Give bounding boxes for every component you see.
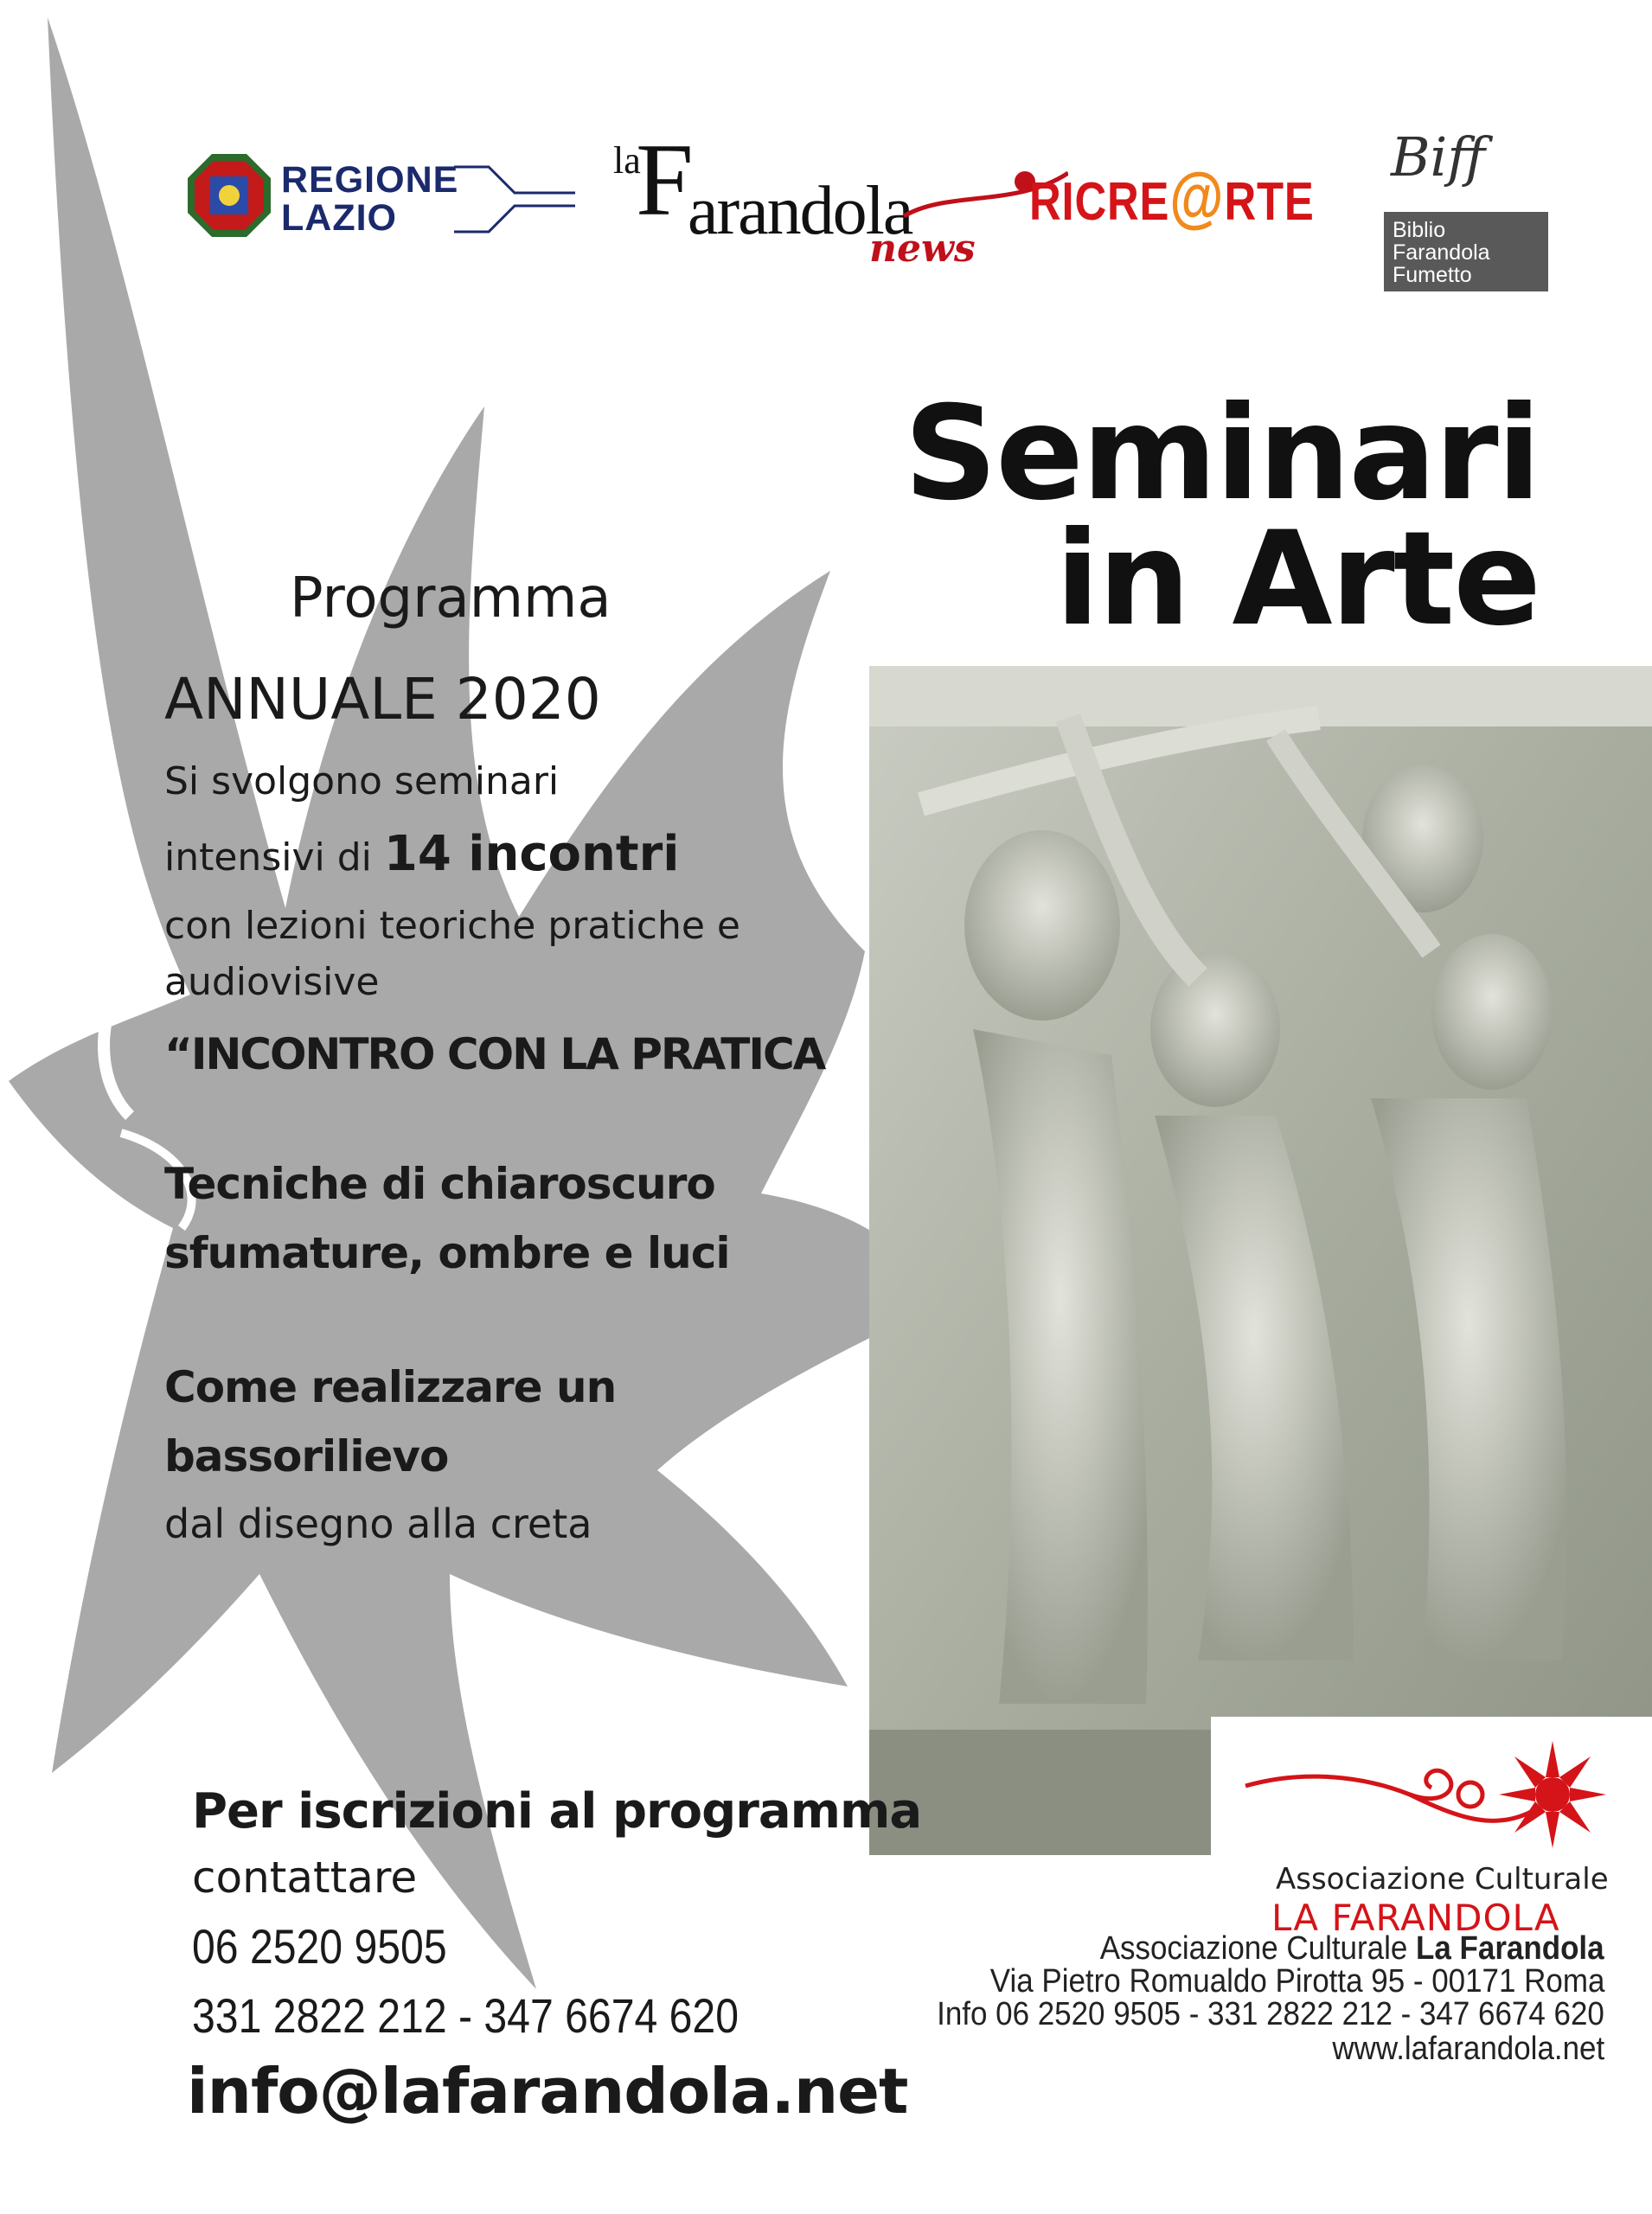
headline — [904, 379, 1540, 655]
biff-logo — [1384, 125, 1548, 298]
marble-relief-image — [869, 666, 1652, 1855]
relief-line-1: Come realizzare un — [164, 1362, 617, 1412]
farandola-news-suffix: news — [869, 227, 976, 271]
motto-line: “INCONTRO CON LA PRATICA — [164, 1029, 825, 1079]
program-year: ANNUALE 2020 — [164, 666, 601, 733]
address-line-1: Associazione Culturale La Farandola — [1100, 1930, 1604, 1967]
lazio-lines-decoration — [454, 154, 575, 240]
biff-label-box: Biblio Farandola Fumetto — [1384, 212, 1548, 291]
description-line-4: audiovisive — [164, 960, 380, 1004]
regione-lazio-text: REGIONE LAZIO — [281, 159, 459, 239]
address-line-2: Via Pietro Romualdo Pirotta 95 - 00171 Roma — [989, 1963, 1604, 2000]
program-title: Programma — [290, 566, 611, 630]
enrollment-heading: Per iscrizioni al programma — [192, 1783, 922, 1840]
ricrearte-text: RICRE@RTE — [1029, 158, 1315, 234]
phone-number-1: 06 2520 9505 — [192, 1919, 447, 1974]
farandola-news-initial: F — [636, 122, 694, 237]
association-logo-line-1: Associazione Culturale — [1276, 1862, 1609, 1897]
relief-line-3: dal disegno alla creta — [164, 1501, 592, 1547]
description-line-1: Si svolgono seminari — [164, 759, 560, 803]
phone-numbers-2: 331 2822 212 - 347 6674 620 — [192, 1988, 740, 2043]
headline-line-2: in Arte — [1055, 504, 1540, 655]
farandola-news-prefix: la — [613, 139, 641, 182]
association-logo-line-2: LA FARANDOLA — [1271, 1897, 1560, 1939]
regione-lazio-logo — [177, 145, 575, 245]
relief-line-2: bassorilievo — [164, 1431, 449, 1481]
technique-line-1: Tecniche di chiaroscuro — [164, 1159, 715, 1209]
farandola-news-logo — [610, 121, 1068, 285]
biff-wordmark: Biff — [1391, 125, 1486, 189]
website-link[interactable]: www.lafarandola.net — [1332, 2031, 1604, 2067]
description-line-3: con lezioni teoriche pratiche e — [164, 904, 740, 948]
farandola-news-name: arandola — [688, 173, 912, 249]
farandola-ornament-icon — [1237, 1734, 1617, 1864]
email-address: info@lafarandola.net — [187, 2055, 908, 2128]
address-line-3: Info 06 2520 9505 - 331 2822 212 - 347 6674 620 — [937, 1996, 1604, 2032]
contact-label: contattare — [192, 1852, 418, 1903]
association-logo — [1211, 1717, 1652, 1939]
technique-line-2: sfumature, ombre e luci — [164, 1228, 730, 1278]
headline-line-1: Seminari — [904, 379, 1540, 529]
ricrearte-at-symbol: @ — [1169, 158, 1225, 234]
ricrearte-logo — [1029, 145, 1358, 249]
description-line-2: intensivi di 14 incontri — [164, 826, 680, 882]
lazio-emblem-icon — [186, 152, 272, 239]
